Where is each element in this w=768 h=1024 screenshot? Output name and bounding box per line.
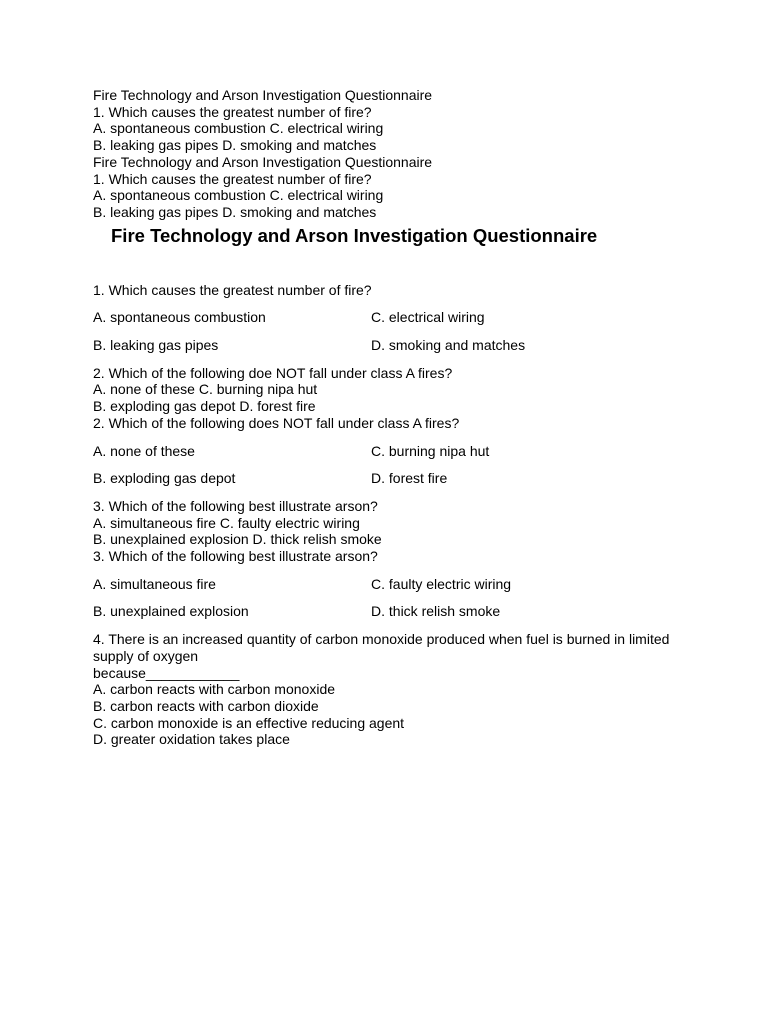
- question-3-inline: [93, 498, 713, 548]
- text-line: A. simultaneous fire C. faulty electric wiring: [93, 514, 360, 531]
- question-3: [93, 548, 713, 620]
- option-b: B. carbon reacts with carbon dioxide: [93, 697, 319, 714]
- text-line: 2. Which of the following doe NOT fall under class A fires?: [93, 364, 453, 381]
- option-a: A. simultaneous fire: [93, 575, 216, 592]
- text-line: B. leaking gas pipes D. smoking and matches: [93, 203, 377, 220]
- text-line: A. spontaneous combustion C. electrical wiring: [93, 120, 384, 137]
- option-d: D. smoking and matches: [371, 337, 526, 354]
- document-title: Fire Technology and Arson Investigation Questionnaire: [111, 224, 598, 246]
- text-line: A. none of these C. burning nipa hut: [93, 381, 318, 398]
- text-line: 1. Which causes the greatest number of fire?: [93, 170, 372, 187]
- text-line: B. leaking gas pipes D. smoking and matches: [93, 137, 377, 154]
- question-text: 3. Which of the following best illustrate arson?: [93, 548, 378, 565]
- option-c: C. electrical wiring: [371, 309, 485, 326]
- text-line: A. spontaneous combustion C. electrical wiring: [93, 187, 384, 204]
- option-row: [93, 337, 713, 354]
- option-a: A. none of these: [93, 442, 195, 459]
- document-page: [93, 87, 713, 748]
- question-text: 1. Which causes the greatest number of fire?: [93, 281, 372, 298]
- text-line: Fire Technology and Arson Investigation Questionnaire: [93, 87, 433, 103]
- option-row: [93, 309, 713, 326]
- text-line: B. exploding gas depot D. forest fire: [93, 398, 316, 415]
- option-row: [93, 470, 713, 487]
- option-c: C. faulty electric wiring: [371, 575, 512, 592]
- question-text: 4. There is an increased quantity of carbon monoxide produced when fuel is burned in limited supply of oxygen: [93, 631, 670, 664]
- answer-blank: because____________: [93, 664, 240, 681]
- option-d: D. forest fire: [371, 470, 448, 487]
- question-2: [93, 415, 713, 487]
- option-d: D. greater oxidation takes place: [93, 731, 290, 748]
- option-d: D. thick relish smoke: [371, 603, 501, 620]
- option-b: B. exploding gas depot: [93, 470, 236, 487]
- option-a: A. spontaneous combustion: [93, 309, 266, 326]
- option-row: [93, 603, 713, 620]
- option-row: [93, 443, 713, 460]
- text-line: Fire Technology and Arson Investigation Questionnaire: [93, 153, 433, 170]
- option-b: B. unexplained explosion: [93, 603, 249, 620]
- question-1: [93, 282, 713, 354]
- text-line: 3. Which of the following best illustrate arson?: [93, 497, 378, 514]
- option-c: C. carbon monoxide is an effective reducing agent: [93, 714, 405, 731]
- option-c: C. burning nipa hut: [371, 442, 490, 459]
- option-a: A. carbon reacts with carbon monoxide: [93, 681, 336, 698]
- question-2-inline: [93, 365, 713, 415]
- question-4: [93, 631, 713, 748]
- option-row: [93, 576, 713, 593]
- question-text: 2. Which of the following does NOT fall under class A fires?: [93, 414, 460, 431]
- text-line: B. unexplained explosion D. thick relish smoke: [93, 531, 382, 548]
- option-b: B. leaking gas pipes: [93, 337, 219, 354]
- text-line: 1. Which causes the greatest number of fire?: [93, 103, 372, 120]
- repeated-header-block: [93, 87, 713, 221]
